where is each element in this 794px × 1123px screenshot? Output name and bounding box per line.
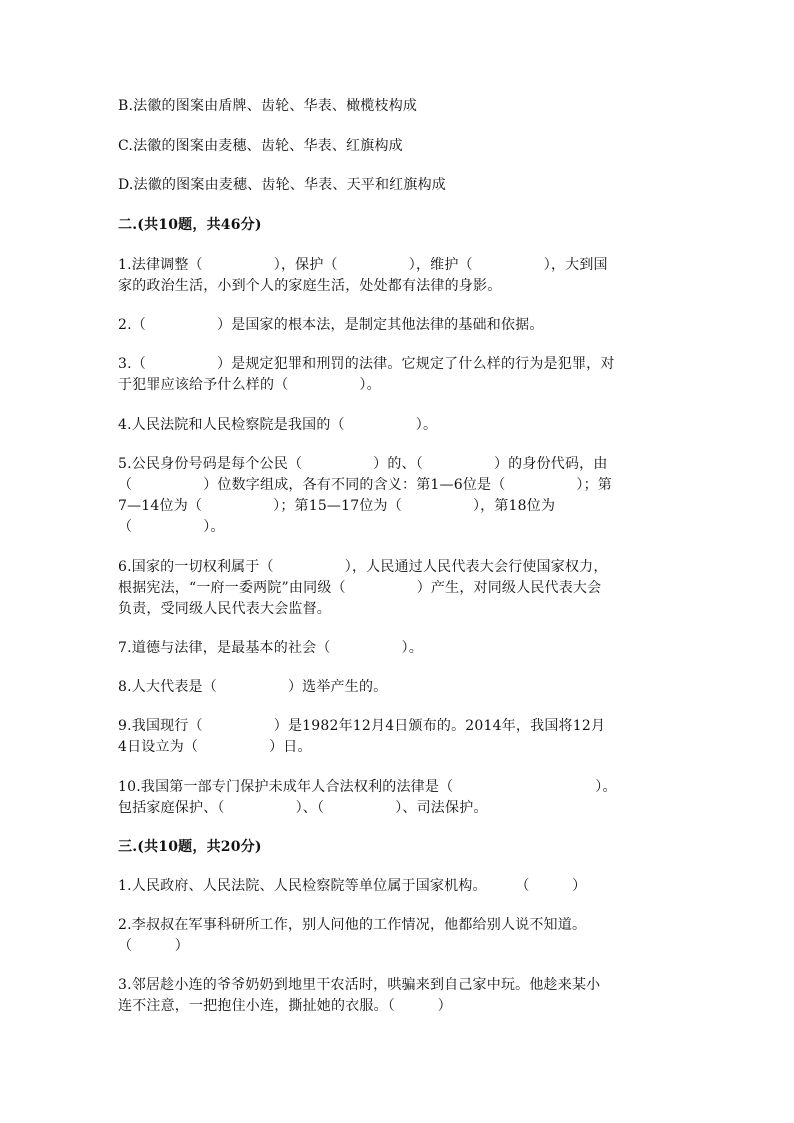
s2-q6-line1: 6.国家的一切权利属于（ ），人民通过人民代表大会行使国家权力，: [118, 559, 608, 575]
s3-q1-line1: 1.人民政府、人民法院、人民检察院等单位属于国家机构。 （ ）: [118, 878, 587, 894]
s2-q2-line1: 2.（ ）是国家的根本法，是制定其他法律的基础和依据。: [118, 317, 544, 333]
s2-q6-line2: 根据宪法，“一府一委两院”由同级（ ）产生，对同级人民代表大会: [118, 580, 602, 596]
option-c: C.法徽的图案由麦穗、齿轮、华表、红旗构成: [118, 138, 403, 154]
option-b: B.法徽的图案由盾牌、齿轮、华表、橄榄枝构成: [118, 98, 418, 114]
option-d: D.法徽的图案由麦穗、齿轮、华表、天平和红旗构成: [118, 177, 446, 193]
section-2-heading: 二.(共10题，共46分): [118, 217, 262, 233]
s2-q9-line2: 4日设立为（ ）日。: [118, 739, 312, 755]
s2-q1-line2: 家的政治生活，小到个人的家庭生活，处处都有法律的身影。: [118, 278, 502, 294]
s2-q1-line1: 1.法律调整（ ），保护（ ），维护（ ），大到国: [118, 257, 608, 273]
s2-q4-line1: 4.人民法院和人民检察院是我国的（ ）。: [118, 417, 438, 433]
section-3-heading: 三.(共10题，共20分): [118, 839, 262, 855]
s2-q5-line4: （ ）。: [118, 519, 225, 535]
s2-q5-line3: 7—14位为（ ）；第15—17位为（ ），第18位为: [118, 498, 556, 514]
s3-q3-line1: 3.邻居趁小连的爷爷奶奶到地里干农活时，哄骗来到自己家中玩。他趁来某小: [118, 977, 601, 993]
s2-q10-line2: 包括家庭保护、（ ）、（ ）、司法保护。: [118, 800, 488, 816]
s2-q3-line2: 于犯罪应该给予什么样的（ ）。: [118, 377, 381, 393]
s2-q7-line1: 7.道德与法律，是最基本的社会（ ）。: [118, 640, 423, 656]
s2-q5-line1: 5.公民身份号码是每个公民（ ）的、（ ）的身份代码，由: [118, 456, 608, 472]
s3-q3-line2: 连不注意，一把抱住小连，撕扯她的衣服。（ ）: [118, 998, 452, 1014]
s2-q3-line1: 3.（ ）是规定犯罪和刑罚的法律。它规定了什么样的行为是犯罪，对: [118, 356, 615, 372]
s2-q10-line1: 10.我国第一部专门保护未成年人合法权利的法律是（ ）。: [118, 779, 617, 795]
s2-q6-line3: 负责，受同级人民代表大会监督。: [118, 601, 331, 617]
s3-q2-line2: （ ）: [118, 938, 189, 954]
s2-q5-line2: （ ）位数字组成，各有不同的含义：第1—6位是（ ）；第: [118, 477, 613, 493]
s3-q2-line1: 2.李叔叔在军事科研所工作，别人问他的工作情况，他都给别人说不知道。: [118, 917, 587, 933]
s2-q8-line1: 8.人大代表是（ ）选举产生的。: [118, 679, 388, 695]
s2-q9-line1: 9.我国现行（ ）是1982年12月4日颁布的。2014年，我国将12月: [118, 718, 606, 734]
